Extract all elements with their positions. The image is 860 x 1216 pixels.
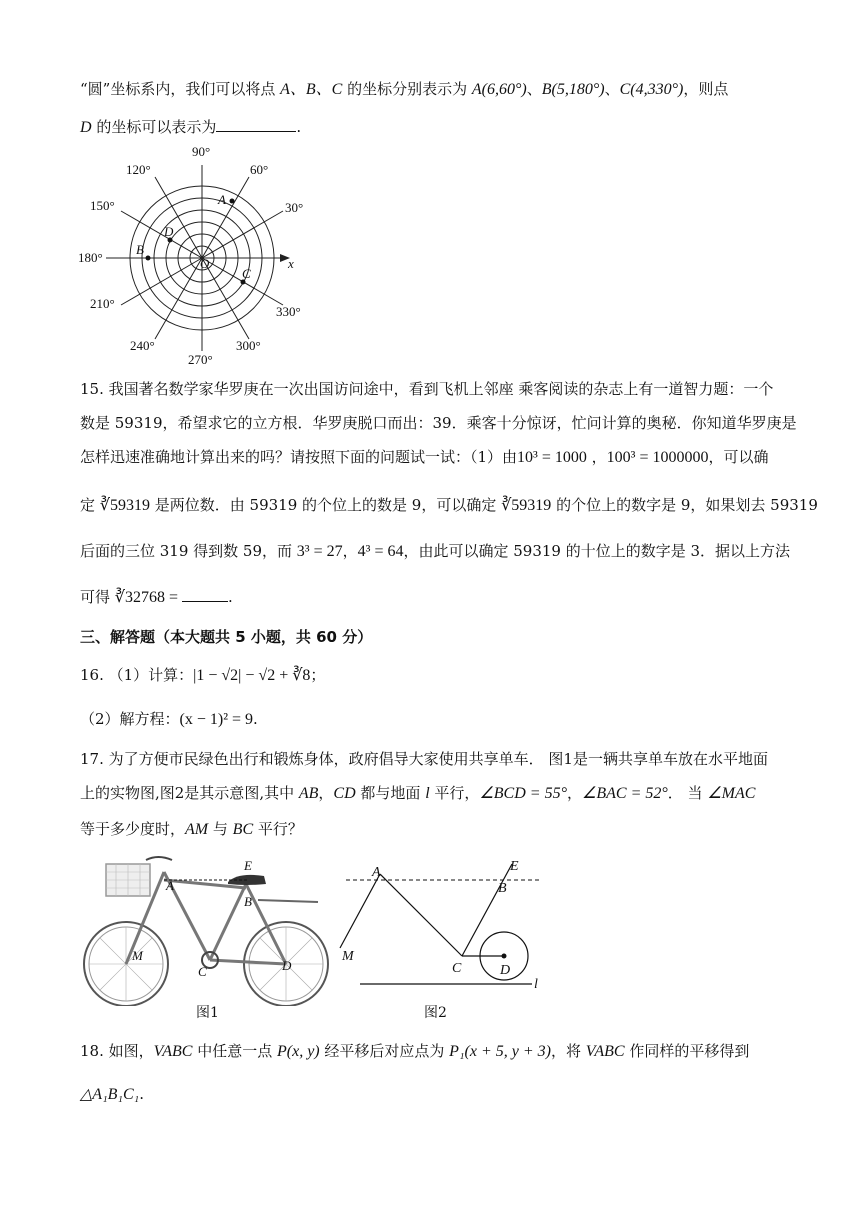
bicycle-figure [78,846,334,1006]
origin-label: O [200,256,210,271]
fig2-label-e: E [510,859,519,874]
fig2-label-c: C [452,961,462,976]
angle-label-60: 60° [250,162,269,177]
angle-label-120: 120° [126,162,151,177]
label-point-b: B [136,242,144,257]
answer-blank [216,117,296,132]
q16-line-1: 16. （1）计算：|1 − √2| − √2 + ∛8； [80,666,326,684]
fig1-label-c: C [198,964,207,979]
angle-label-150: 150° [90,198,115,213]
fig1-label-d: D [282,958,292,973]
fig1-label-a: A [166,878,174,893]
fig2-label-d: D [500,963,511,978]
q17-line-2: 上的实物图,图2是其示意图,其中 AB，CD 都与地面 l 平行，∠BCD = 55°，∠BAC = 52°． 当 ∠MAC [80,784,756,802]
figure-2-caption: 图2 [424,1005,447,1021]
angle-label-30: 30° [285,200,304,215]
q14-line-1: “圆”坐标系内，我们可以将点 A、B、C 的坐标分别表示为 A(6,60°)、B(5,180°)、C(4,330°)，则点 [80,80,729,98]
q17-line-1: 17. 为了方便市民绿色出行和锻炼身体，政府倡导大家使用共享单车． 图1是一辆共享单车放在水平地面 [80,750,768,768]
fig2-label-m: M [342,949,354,964]
q18-line-1: 18. 如图，VABC 中任意一点 P(x, y) 经平移后对应点为 P₁(x + 5, y + 3)，将 VABC 作同样的平移得到 [80,1042,750,1060]
q14-line-2: D 的坐标可以表示为 . [80,118,302,136]
fig2-label-l: l [534,977,538,992]
point-b [146,256,151,261]
fig1-label-e: E [244,858,252,873]
angle-label-240: 240° [130,338,155,353]
section-heading: 三、解答题（本大题共 5 小题，共 60 分） [80,628,373,646]
axis-label-x: x [288,256,294,271]
label-point-c: C [242,266,251,281]
point-a [230,199,235,204]
angle-label-330: 330° [276,304,301,319]
label-point-a: A [218,192,226,207]
q15-line-6: 可得 ∛32768 = . [80,588,233,606]
angle-label-270: 270° [188,352,213,367]
polar-coordinate-diagram [78,142,308,370]
angle-label-300: 300° [236,338,261,353]
fig2-label-b: B [498,881,507,896]
q15-line-1: 15. 我国著名数学家华罗庚在一次出国访问途中，看到飞机上邻座 乘客阅读的杂志上有一道智力题：一个 [80,380,774,398]
q15-line-3: 怎样迅速准确地计算出来的吗？请按照下面的问题试一试：（1）由10³ = 1000 ，100³ = 1000000，可以确 [80,448,769,466]
figure-1-caption: 图1 [196,1005,219,1021]
bicycle-schematic-figure [336,852,548,994]
fig1-label-b: B [244,894,252,909]
q16-line-2: （2）解方程：(x − 1)² = 9. [80,710,258,728]
q17-line-3: 等于多少度时，AM 与 BC 平行？ [80,820,303,838]
label-point-d: D [164,224,174,239]
fig1-label-m: M [132,948,143,963]
q15-line-2: 数是 59319，希望求它的立方根．华罗庚脱口而出：39．乘客十分惊讶，忙问计算的奥秘．你知道华罗庚是 [80,414,797,432]
angle-label-180: 180° [78,250,103,265]
answer-blank [182,587,228,602]
fig2-label-a: A [372,865,381,880]
q15-line-5: 后面的三位 319 得到数 59，而 3³ = 27，4³ = 64，由此可以确定 59319 的十位上的数字是 3．据以上方法 [80,542,791,560]
q18-line-2: △A₁B₁C₁. [80,1085,144,1103]
angle-label-210: 210° [90,296,115,311]
angle-label-90: 90° [192,144,211,159]
q15-line-4: 定 ∛59319 是两位数．由 59319 的个位上的数是 9，可以确定 ∛59319 的个位上的数字是 9，如果划去 59319 [80,496,818,514]
